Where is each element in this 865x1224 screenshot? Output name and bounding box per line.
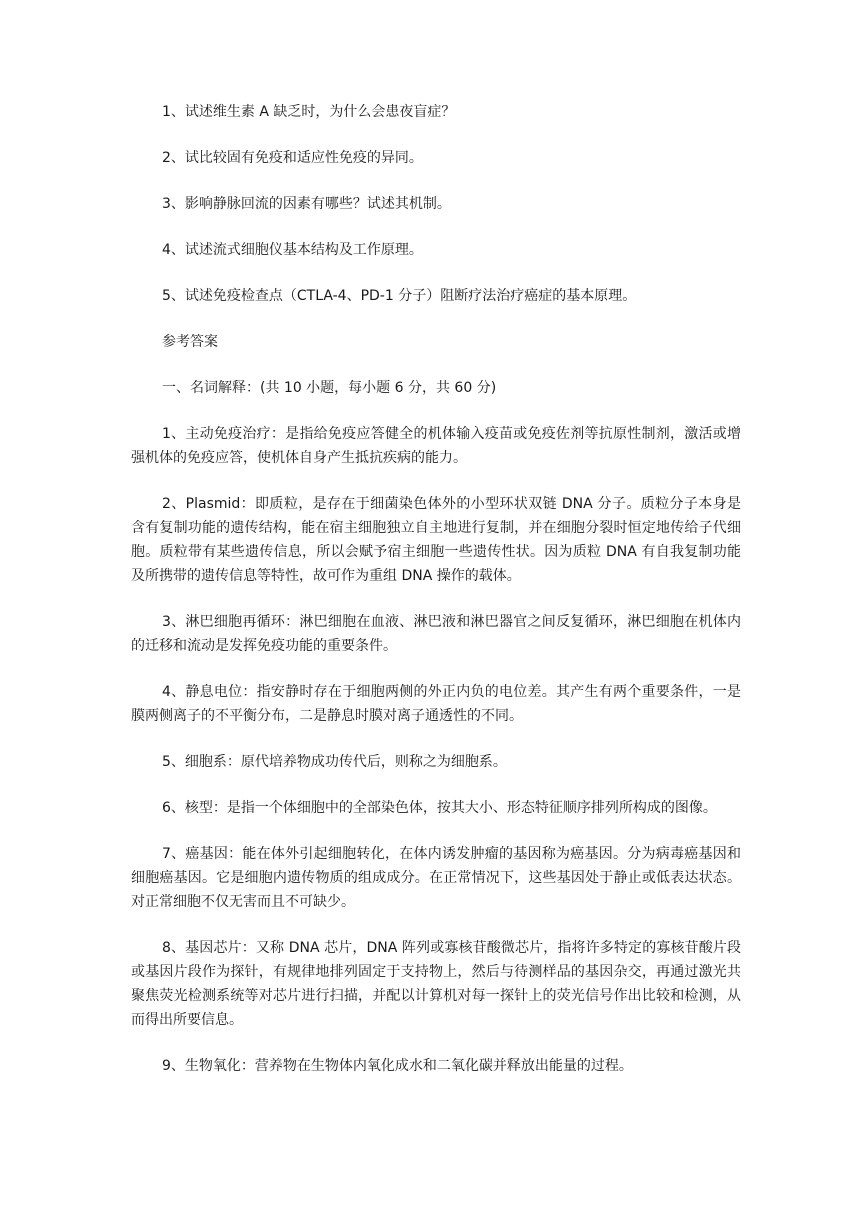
answer-5: 5、细胞系：原代培养物成功传代后，则称之为细胞系。 [162,754,507,770]
answer-7: 7、癌基因：能在体外引起细胞转化，在体内诱发肿瘤的基因称为癌基因。分为病毒癌基因和细胞癌基因。它是细胞内遗传物质的组成成分。在正常情况下，这些基因处于静止或低表达状态。对正常细胞不仅无害而且不可缺少。 [131,846,741,910]
answer-4: 4、静息电位：指安静时存在于细胞两侧的外正内负的电位差。其产生有两个重要条件，一是膜两侧离子的不平衡分布，二是静息时膜对离子通透性的不同。 [131,684,741,724]
answer-8: 8、基因芯片：又称 DNA 芯片，DNA 阵列或寡核苷酸微芯片，指将许多特定的寡核苷酸片段或基因片段作为探针，有规律地排列固定于支持物上，然后与待测样品的基因杂交，再通过激光共聚焦荧光检测系统等对芯片进行扫描，并配以计算机对每一探针上的荧光信号作出比较和检测，从而得出所要信息。 [131,940,741,1028]
question-5: 5、试述免疫检查点（CTLA-4、PD-1 分子）阻断疗法治疗癌症的基本原理。 [162,288,637,304]
answer-3: 3、淋巴细胞再循环：淋巴细胞在血液、淋巴液和淋巴器官之间反复循环，淋巴细胞在机体内的迁移和流动是发挥免疫功能的重要条件。 [131,614,741,654]
question-2: 2、试比较固有免疫和适应性免疫的异同。 [162,150,423,166]
answer-heading: 参考答案 [162,334,218,350]
section-heading: 一、名词解释：(共 10 小题，每小题 6 分，共 60 分) [162,380,497,396]
document-body [131,100,741,1100]
answer-6: 6、核型：是指一个体细胞中的全部染色体，按其大小、形态特征顺序排列所构成的图像。 [162,800,717,816]
answer-2: 2、Plasmid：即质粒，是存在于细菌染色体外的小型环状双链 DNA 分子。质粒分子本身是含有复制功能的遗传结构，能在宿主细胞独立自主地进行复制，并在细胞分裂时恒定地传给子代细胞。质粒带有某些遗传信息，所以会赋予宿主细胞一些遗传性状。因为质粒 DNA 有自我复制功能及所携带的遗传信息等特性，故可作为重组 DNA 操作的载体。 [131,496,741,584]
answer-9: 9、生物氧化：营养物在生物体内氧化成水和二氧化碳并释放出能量的过程。 [162,1058,633,1074]
question-1: 1、试述维生素 A 缺乏时，为什么会患夜盲症？ [162,104,456,120]
answer-1: 1、主动免疫治疗：是指给免疫应答健全的机体输入疫苗或免疫佐剂等抗原性制剂，激活或增强机体的免疫应答，使机体自身产生抵抗疾病的能力。 [131,426,741,466]
question-3: 3、影响静脉回流的因素有哪些？试述其机制。 [162,196,451,212]
question-4: 4、试述流式细胞仪基本结构及工作原理。 [162,242,423,258]
